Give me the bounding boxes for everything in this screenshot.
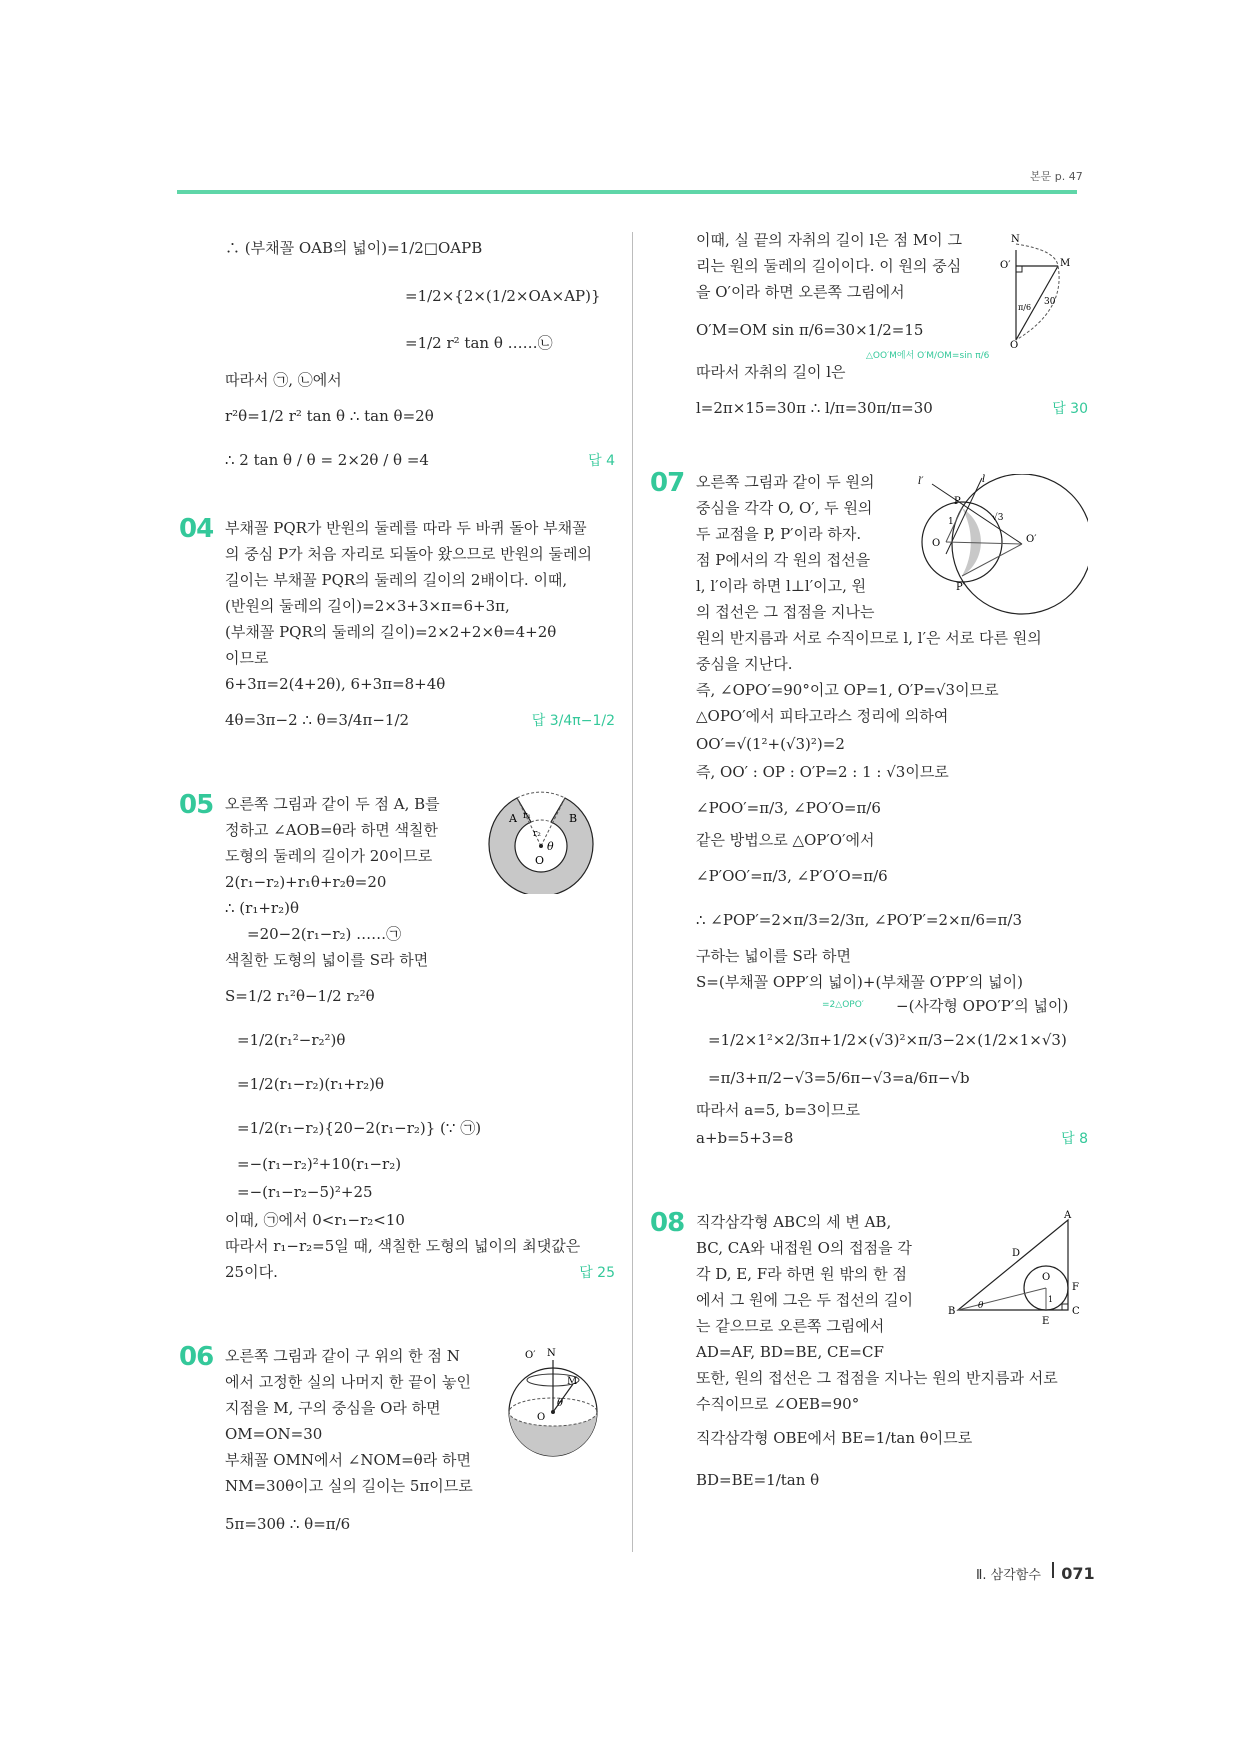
label-O: O [1042, 1272, 1051, 1283]
label-theta: θ [547, 840, 554, 853]
p07-line-15: ∠P′OO′=π/3, ∠P′O′O=π/6 [696, 867, 888, 885]
cont-line-2: =1/2×{2×(1/2×OA×AP)} [405, 287, 601, 305]
cont-line-5: r²θ=1/2 r² tan θ ∴ tan θ=2θ [225, 407, 434, 425]
p07-line-6: 의 접선은 그 접점을 지나는 [696, 603, 875, 621]
cont-line-1: ∴ (부채꼴 OAB의 넓이)=1/2□OAPB [225, 239, 483, 257]
cont-line-3: =1/2 r² tan θ ……㉡ [405, 334, 553, 352]
p05-line-7: 색칠한 도형의 넓이를 S라 하면 [225, 951, 429, 969]
center-point [539, 844, 543, 848]
p04-line-2: 의 중심 P가 처음 자리로 되돌아 왔으므로 반원의 둘레의 [225, 545, 593, 563]
p07-line-3: 두 교점을 P, P′이라 하자. [696, 525, 862, 543]
label-sqrt3: √3 [992, 513, 1004, 523]
cont-line-4: 따라서 ㉠, ㉡에서 [225, 371, 342, 389]
p08-line-9: 직각삼각형 OBE에서 BE=1/tan θ이므로 [696, 1429, 973, 1447]
p07-line-18: S=(부채꼴 OPP′의 넓이)+(부채꼴 O′PP′의 넓이) [696, 973, 1023, 991]
label-angle: π/6 [1018, 303, 1032, 312]
p08-line-6: AD=AF, BD=BE, CE=CF [696, 1343, 884, 1361]
p04-line-3: 길이는 부채꼴 PQR의 둘레의 길이의 2배이다. 이때, [225, 571, 568, 589]
label-N: N [1011, 234, 1020, 245]
answer-03: 답 4 [588, 453, 615, 469]
p05-line-10: =1/2(r₁−r₂)(r₁+r₂)θ [237, 1075, 385, 1093]
p05-line-11: =1/2(r₁−r₂){20−2(r₁−r₂)} (∵ ㉠) [237, 1119, 482, 1137]
label-l: l [982, 474, 986, 485]
right-angle-mark [1016, 266, 1022, 272]
problem-number-08: 08 [650, 1208, 685, 1238]
label-one: 1 [1048, 1295, 1054, 1304]
problem-number-04: 04 [179, 514, 214, 544]
label-P: P [954, 496, 961, 507]
p05-line-16: 25이다. [225, 1263, 278, 1281]
p07-note: =2△OPO′ [822, 1000, 864, 1010]
label-one: 1 [948, 517, 954, 527]
p06-line-1: 오른쪽 그림과 같이 구 위의 한 점 N [225, 1347, 460, 1365]
p06-line-3: 지점을 M, 구의 중심을 O라 하면 [225, 1399, 441, 1417]
label-length: 30 [1044, 297, 1056, 307]
p07-line-16: ∴ ∠POP′=2×π/3=2/3π, ∠PO′P′=2×π/6=π/3 [696, 911, 1023, 929]
p07-line-2: 중심을 각각 O, O′, 두 원의 [696, 499, 873, 517]
label-theta: θ [978, 1301, 984, 1311]
p04-line-7: 6+3π=2(4+2θ), 6+3π=8+4θ [225, 675, 446, 693]
label-P-prime: P′ [956, 582, 965, 593]
p07-line-1: 오른쪽 그림과 같이 두 원의 [696, 473, 875, 491]
label-E: E [1042, 1316, 1050, 1327]
p07-line-13: ∠POO′=π/3, ∠PO′O=π/6 [696, 799, 881, 817]
label-B: B [948, 1306, 956, 1317]
p05-line-8: S=1/2 r₁²θ−1/2 r₂²θ [225, 987, 375, 1005]
p05-line-5: ∴ (r₁+r₂)θ [225, 899, 299, 917]
p06c-note: △OO′M에서 O′M/OM=sin π/6 [866, 351, 990, 361]
label-Oprime: O′ [1000, 260, 1011, 271]
p08-line-3: 각 D, E, F라 하면 원 밖의 한 점 [696, 1265, 907, 1283]
p07-line-14: 같은 방법으로 △OP′O′에서 [696, 831, 875, 849]
p05-line-3: 도형의 둘레의 길이가 20이므로 [225, 847, 433, 865]
p05-line-2: 정하고 ∠AOB=θ라 하면 색칠한 [225, 821, 439, 839]
p07-line-4: 점 P에서의 각 원의 접선을 [696, 551, 871, 569]
arc-nm [1016, 244, 1058, 266]
p08-line-10: BD=BE=1/tan θ [696, 1471, 820, 1489]
label-theta: θ [557, 1398, 564, 1409]
p07-line-12: 즉, OO′ : OP : O′P=2 : 1 : √3이므로 [696, 763, 949, 781]
label-B: B [569, 812, 578, 825]
outer-dashed-arc [517, 792, 565, 798]
p04-line-5: (부채꼴 PQR의 둘레의 길이)=2×2+2×θ=4+2θ [225, 623, 557, 641]
p08-line-8: 수직이므로 ∠OEB=90° [696, 1395, 860, 1413]
p06-line-5: 부채꼴 OMN에서 ∠NOM=θ라 하면 [225, 1451, 471, 1469]
p06c-line-1: 이때, 실 끝의 자취의 길이 l은 점 M이 그 [696, 231, 962, 249]
footer-bar [1052, 1562, 1054, 1578]
label-M: M [1060, 258, 1071, 269]
p08-line-7: 또한, 원의 접선은 그 접점을 지나는 원의 반지름과 서로 [696, 1369, 1058, 1387]
p07-line-11: OO′=√(1²+(√3)²)=2 [696, 735, 845, 753]
answer-04: 답 3/4π−1/2 [531, 713, 615, 729]
p07-line-21: =π/3+π/2−√3=5/6π−√3=a/6π−√b [708, 1069, 970, 1087]
answer-07: 답 8 [1061, 1131, 1088, 1147]
annulus-figure [483, 786, 601, 894]
p06c-line-2: 리는 원의 둘레의 길이이다. 이 원의 중심 [696, 257, 962, 275]
footer [976, 1564, 1095, 1583]
p07-line-23: a+b=5+3=8 [696, 1129, 794, 1147]
answer-06: 답 30 [1052, 401, 1088, 417]
sphere-figure [501, 1346, 611, 1458]
footer-chapter: Ⅱ. 삼각함수 [976, 1568, 1041, 1583]
p06c-line-4: O′M=OM sin π/6=30×1/2=15 [696, 321, 924, 339]
label-F: F [1072, 1282, 1079, 1293]
p06c-line-3: 을 O′이라 하면 오른쪽 그림에서 [696, 283, 905, 301]
p08-line-2: BC, CA와 내접원 O의 접점을 각 [696, 1239, 912, 1257]
triangle-incircle-figure [948, 1210, 1088, 1330]
label-O: O [1010, 340, 1019, 348]
cone-figure [996, 230, 1088, 348]
problem-number-07: 07 [650, 468, 685, 498]
p05-line-13: =−(r₁−r₂−5)²+25 [237, 1183, 373, 1201]
label-C: C [1072, 1306, 1080, 1317]
problem-number-05: 05 [179, 790, 214, 820]
header-rule [177, 190, 1077, 194]
p05-line-4: 2(r₁−r₂)+r₁θ+r₂θ=20 [225, 873, 387, 891]
p06-line-4: OM=ON=30 [225, 1425, 323, 1443]
p07-line-22: 따라서 a=5, b=3이므로 [696, 1101, 861, 1119]
problem-number-06: 06 [179, 1342, 214, 1372]
p07-line-5: l, l′이라 하면 l⊥l′이고, 원 [696, 577, 867, 595]
p05-line-9: =1/2(r₁²−r₂²)θ [237, 1031, 346, 1049]
label-r1: r₁ [523, 811, 531, 821]
p06c-line-6: l=2π×15=30π ∴ l/π=30π/π=30 [696, 399, 933, 417]
label-D: D [1012, 1248, 1021, 1259]
p04-line-1: 부채꼴 PQR가 반원의 둘레를 따라 두 바퀴 돌아 부채꼴 [225, 519, 587, 537]
cont-line-6: ∴ 2 tan θ / θ = 2×2θ / θ =4 [225, 451, 429, 469]
label-O: O [932, 538, 941, 549]
p06-line-2: 에서 고정한 실의 나머지 한 끝이 놓인 [225, 1373, 471, 1391]
p05-line-1: 오른쪽 그림과 같이 두 점 A, B를 [225, 795, 440, 813]
right-angle-mark [1062, 1304, 1068, 1310]
label-O-prime: O′ [1026, 534, 1037, 545]
label-l-prime: l′ [918, 476, 924, 487]
p07-line-7: 원의 반지름과 서로 수직이므로 l, l′은 서로 다른 원의 [696, 629, 1042, 647]
p07-line-17: 구하는 넓이를 S라 하면 [696, 947, 851, 965]
p06-line-6: NM=30θ이고 실의 길이는 5π이므로 [225, 1477, 473, 1495]
p07-line-9: 즉, ∠OPO′=90°이고 OP=1, O′P=√3이므로 [696, 681, 999, 699]
label-O: O [535, 854, 545, 867]
p05-line-12: =−(r₁−r₂)²+10(r₁−r₂) [237, 1155, 402, 1173]
inner-dashed-arc [531, 820, 551, 822]
two-circles-figure [912, 474, 1088, 624]
p04-line-6: 이므로 [225, 649, 269, 667]
p05-line-15: 따라서 r₁−r₂=5일 때, 색칠한 도형의 넓이의 최댓값은 [225, 1237, 581, 1255]
p07-line-20: =1/2×1²×2/3π+1/2×(√3)²×π/3−2×(1/2×1×√3) [708, 1031, 1067, 1049]
p08-line-1: 직각삼각형 ABC의 세 변 AB, [696, 1213, 892, 1231]
p08-line-5: 는 같으므로 오른쪽 그림에서 [696, 1317, 885, 1335]
page-reference: 본문 p. 47 [1030, 170, 1083, 183]
p07-line-10: △OPO′에서 피타고라스 정리에 의하여 [696, 707, 949, 725]
p06-line-7: 5π=30θ ∴ θ=π/6 [225, 1515, 351, 1533]
label-N: N [547, 1348, 556, 1359]
p06c-line-5: 따라서 자취의 길이 l은 [696, 363, 846, 381]
p04-line-8: 4θ=3π−2 ∴ θ=3/4π−1/2 [225, 711, 410, 729]
column-divider [632, 232, 633, 1552]
center-line [946, 542, 1022, 544]
p04-line-4: (반원의 둘레의 길이)=2×3+3×π=6+3π, [225, 597, 510, 615]
label-M: M [567, 1376, 578, 1387]
p08-line-4: 에서 그 원에 그은 두 접선의 길이 [696, 1291, 913, 1309]
p05-line-14: 이때, ㉠에서 0<r₁−r₂<10 [225, 1211, 405, 1229]
answer-05: 답 25 [579, 1265, 615, 1281]
label-O: O [537, 1412, 546, 1423]
footer-page-number: 071 [1061, 1564, 1095, 1583]
label-Oprime: O′ [525, 1350, 536, 1361]
label-A: A [1064, 1210, 1072, 1221]
label-r2: r₂ [533, 829, 541, 839]
p07-line-19: −(사각형 OPO′P′의 넓이) [896, 997, 1069, 1015]
p07-line-8: 중심을 지난다. [696, 655, 793, 673]
label-A: A [509, 812, 517, 825]
p05-line-6: =20−2(r₁−r₂) ……㉠ [247, 925, 402, 943]
sphere-center [551, 1410, 555, 1414]
